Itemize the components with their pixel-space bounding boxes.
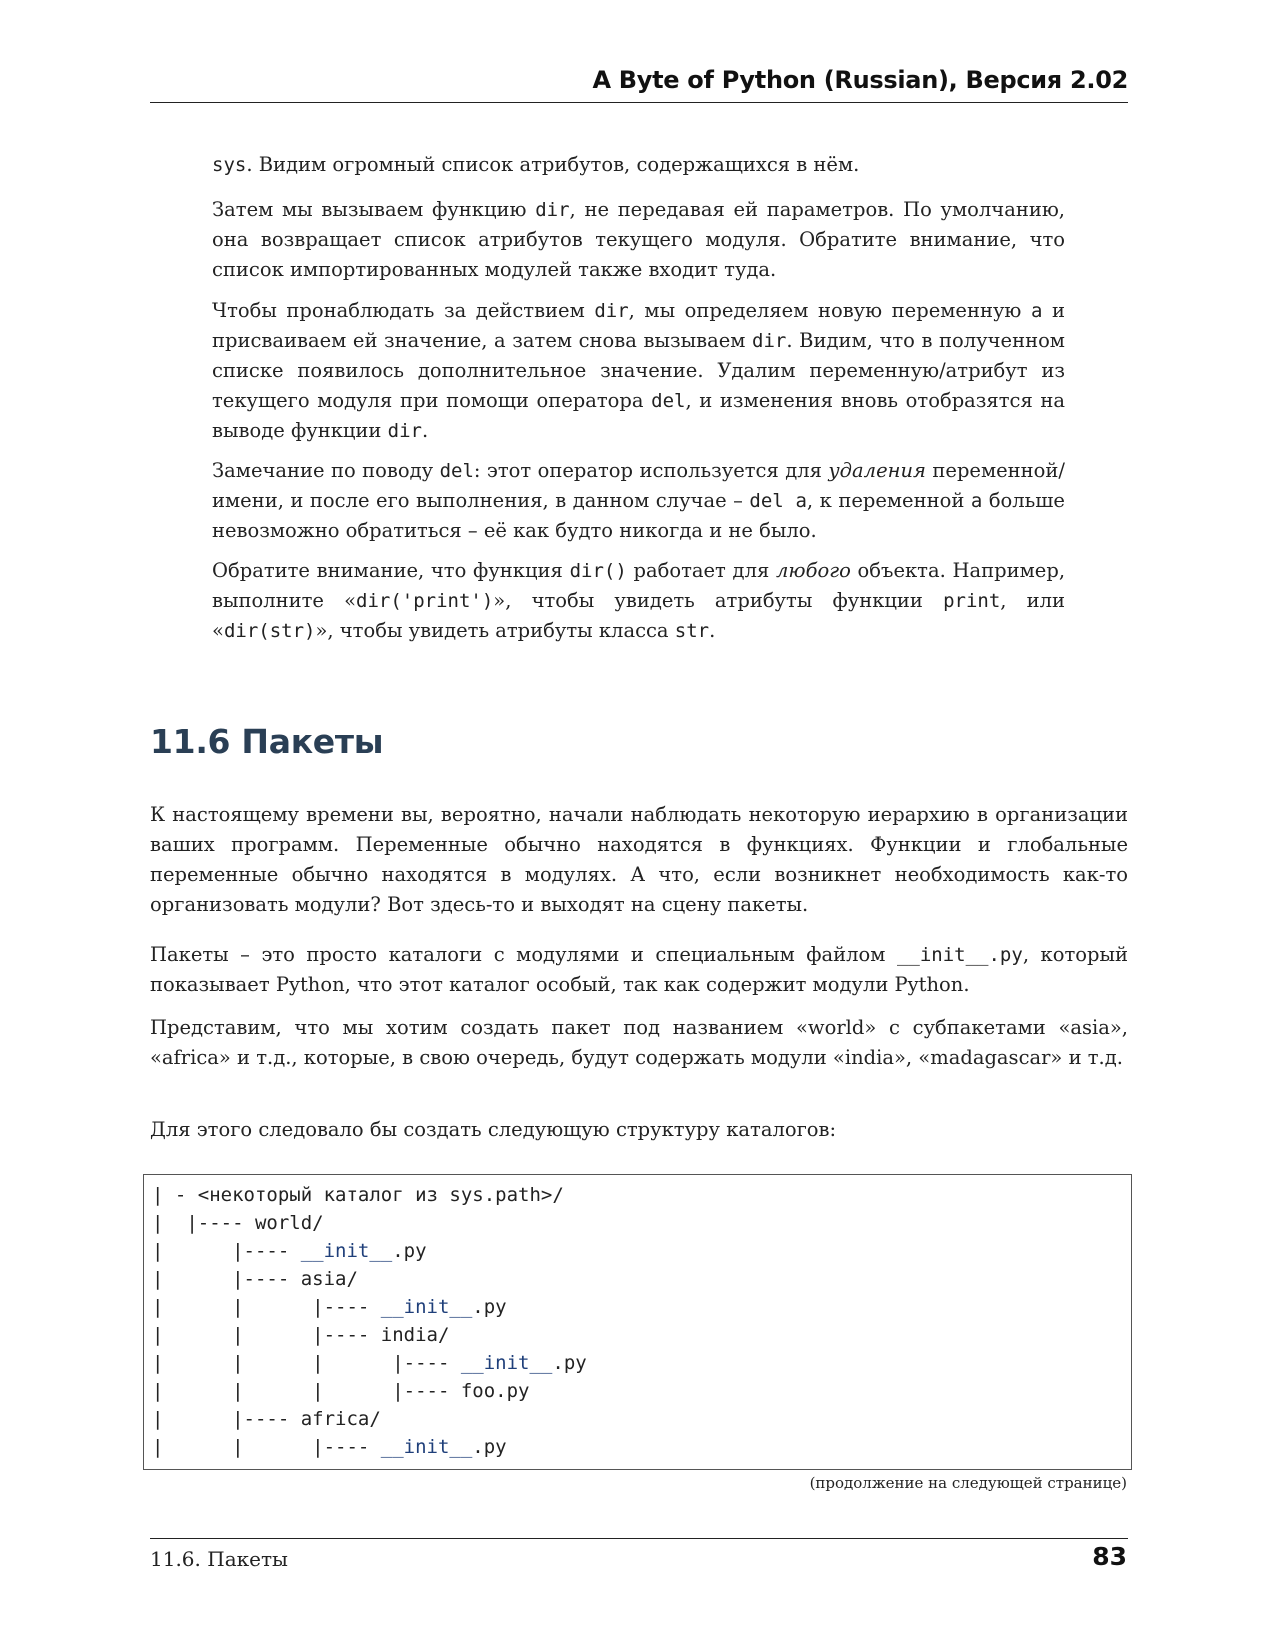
paragraph-text: Обратите внимание, что функция	[212, 559, 570, 582]
inline-code: a	[970, 490, 983, 512]
code-text: .py	[472, 1296, 507, 1318]
inline-code: dir	[752, 330, 787, 352]
paragraph-text: , или «	[212, 589, 1065, 642]
paragraph-text: Замечание по поводу	[212, 459, 440, 482]
paragraph-text: объекта. Например, выполните «	[212, 559, 1066, 612]
code-text: | |----	[152, 1240, 301, 1262]
paragraph-text: больше невозможно обратиться – её как будто никогда и не было.	[212, 489, 1065, 542]
paragraph-dir-no-args	[212, 195, 1065, 285]
inline-code: a	[1030, 300, 1043, 322]
page-header	[150, 66, 1128, 103]
code-line: | |---- africa/	[152, 1408, 381, 1430]
section-title: 11.6 Пакеты	[150, 722, 384, 761]
code-name: __init__	[380, 1436, 473, 1458]
inline-code: dir	[535, 199, 570, 221]
paragraph-text: », чтобы увидеть атрибуты класса	[315, 619, 675, 642]
code-line	[152, 1349, 587, 1377]
code-text: | | |----	[152, 1436, 381, 1458]
code-line	[152, 1293, 507, 1321]
paragraph-text: . Видим, что в полученном списке появилось дополнительное значение. Удалим переменную/атрибут из текущего модуля при помощи оператора	[212, 329, 1065, 412]
paragraph-text: Затем мы вызываем функцию	[212, 198, 536, 221]
header-title: A Byte of Python (Russian), Версия 2.02	[592, 66, 1128, 94]
code-text: | | |----	[152, 1296, 381, 1318]
paragraph-text: , который показывает Python, что этот каталог особый, так как содержит модули Python.	[150, 943, 1128, 996]
paragraph-dir-any	[212, 556, 1065, 646]
emphasis-text: любого	[776, 559, 851, 582]
paragraph-del-note	[212, 456, 1065, 546]
inline-code: __init__.py	[896, 944, 1023, 966]
inline-code: sys	[212, 154, 247, 176]
paragraph-hierarchy: К настоящему времени вы, вероятно, начали наблюдать некоторую иерархию в организации ваших программ. Переменные обычно находятся в функциях. Функции и глобальные переменные обычно находятся в модулях. А что, если возникнет необходимость как-то организовать модули? Вот здесь-то и выходят на сцену пакеты.	[150, 803, 1128, 916]
paragraph-text: , к переменной	[806, 489, 971, 512]
paragraph-text: , и изменения вновь отобразятся на выводе функции	[212, 389, 1066, 442]
code-line: | |---- asia/	[152, 1268, 358, 1290]
code-line: | | | |---- foo.py	[152, 1380, 530, 1402]
code-text: .py	[552, 1352, 587, 1374]
code-line: | |---- world/	[152, 1212, 324, 1234]
emphasis-text: удаления	[828, 459, 926, 482]
inline-code: del	[439, 460, 474, 482]
footer-section-name: 11.6. Пакеты	[150, 1547, 288, 1571]
code-line	[152, 1433, 507, 1461]
paragraph-packages	[150, 940, 1128, 1000]
inline-code: str	[674, 620, 710, 642]
paragraph-text: переменной/имени, и после его выполнения, в данном случае –	[212, 459, 1065, 512]
code-name: __init__	[300, 1240, 393, 1262]
paragraph-text: .	[709, 619, 716, 642]
paragraph-text: работает для	[626, 559, 776, 582]
paragraph-text: .	[421, 419, 429, 442]
code-text: | | | |----	[152, 1352, 461, 1374]
inline-code: dir('print')	[356, 590, 494, 612]
paragraph-text: , мы определяем новую переменную	[628, 299, 1031, 322]
paragraph-text: и присваиваем ей значение, а затем снова вызываем	[212, 299, 1065, 352]
paragraph-text: Чтобы пронаблюдать за действием	[212, 299, 595, 322]
continued-note: (продолжение на следующей странице)	[809, 1474, 1127, 1492]
code-name: __init__	[380, 1296, 473, 1318]
paragraph-text: », чтобы увидеть атрибуты функции	[493, 589, 944, 612]
code-line	[152, 1237, 427, 1265]
paragraph-text: Пакеты – это просто каталоги с модулями и специальным файлом	[150, 943, 897, 966]
code-block	[143, 1174, 1132, 1470]
paragraph-world-example: Представим, что мы хотим создать пакет под названием «world» с субпакетами «asia», «africa» и т.д., которые, в свою очередь, будут содержать модули «india», «madagascar» и т.д.	[150, 1016, 1128, 1069]
paragraph-text: , не передавая ей параметров. По умолчанию, она возвращает список атрибутов текущего модуля. Обратите внимание, что список импортированных модулей также входит туда.	[212, 198, 1065, 281]
inline-code: dir	[387, 420, 422, 442]
page-footer-rule	[150, 1538, 1128, 1539]
paragraph-structure-intro: Для этого следовало бы создать следующую структуру каталогов:	[150, 1118, 837, 1141]
inline-code: dir()	[569, 560, 627, 582]
paragraph-dir-observe	[212, 296, 1065, 446]
inline-code: print	[943, 590, 1001, 612]
paragraph-text: . Видим огромный список атрибутов, содержащихся в нём.	[246, 153, 860, 176]
code-name: __init__	[460, 1352, 553, 1374]
code-line: | | |---- india/	[152, 1324, 450, 1346]
inline-code: dir	[594, 300, 629, 322]
code-text: .py	[392, 1240, 427, 1262]
inline-code: dir(str)	[223, 620, 316, 642]
code-line: | - <некоторый каталог из sys.path>/	[152, 1184, 564, 1206]
inline-code: del	[651, 390, 686, 412]
code-text: .py	[472, 1436, 507, 1458]
paragraph-text: : этот оператор используется для	[473, 459, 829, 482]
paragraph-sys	[212, 150, 1065, 180]
inline-code: del a	[749, 490, 807, 512]
page-number: 83	[1092, 1542, 1127, 1571]
